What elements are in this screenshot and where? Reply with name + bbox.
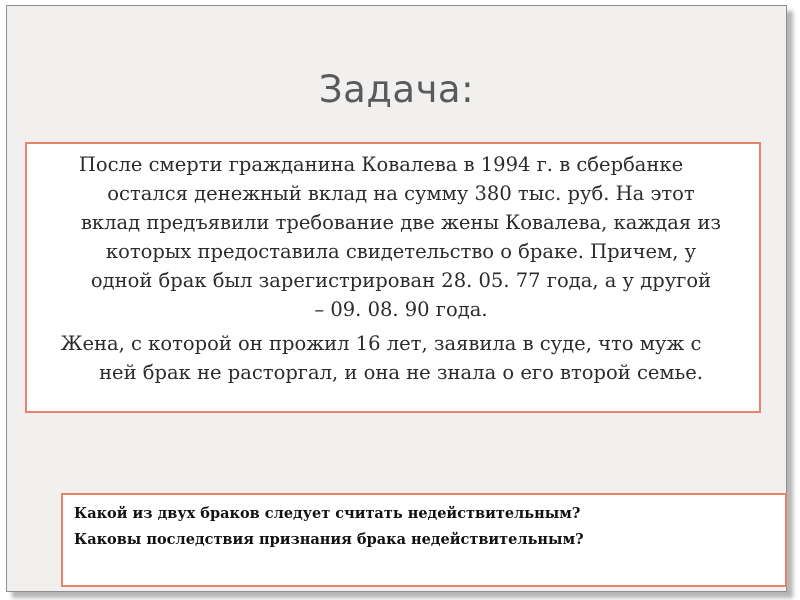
slide [6, 5, 787, 592]
task-paragraph-2 [27, 329, 763, 387]
task-line: ней брак не расторгал, и она не знала о его второй семье. [99, 361, 703, 384]
task-line: Жена, с которой он прожил 16 лет, заявила в суде, что муж с [60, 332, 702, 355]
task-line: – 09. 08. 90 года. [314, 298, 488, 321]
task-line: вклад предъявили требование две жены Ковалева, каждая из [80, 211, 722, 234]
question-1: Какой из двух браков следует считать недействительным? [74, 505, 581, 522]
task-paragraph-1 [27, 150, 763, 324]
task-line: которых предоставила свидетельство о браке. Причем, у [105, 240, 697, 263]
question-2: Каковы последствия признания брака недействительным? [74, 531, 584, 548]
slide-title: Задача: [318, 68, 475, 111]
questions-box [61, 493, 787, 587]
task-line: одной брак был зарегистрирован 28. 05. 77 года, а у другой [90, 269, 712, 292]
task-text-box [25, 142, 761, 413]
task-line: остался денежный вклад на сумму 380 тыс. руб. На этот [107, 182, 695, 205]
task-line: После смерти гражданина Ковалева в 1994 г. в сбербанке [78, 153, 684, 176]
